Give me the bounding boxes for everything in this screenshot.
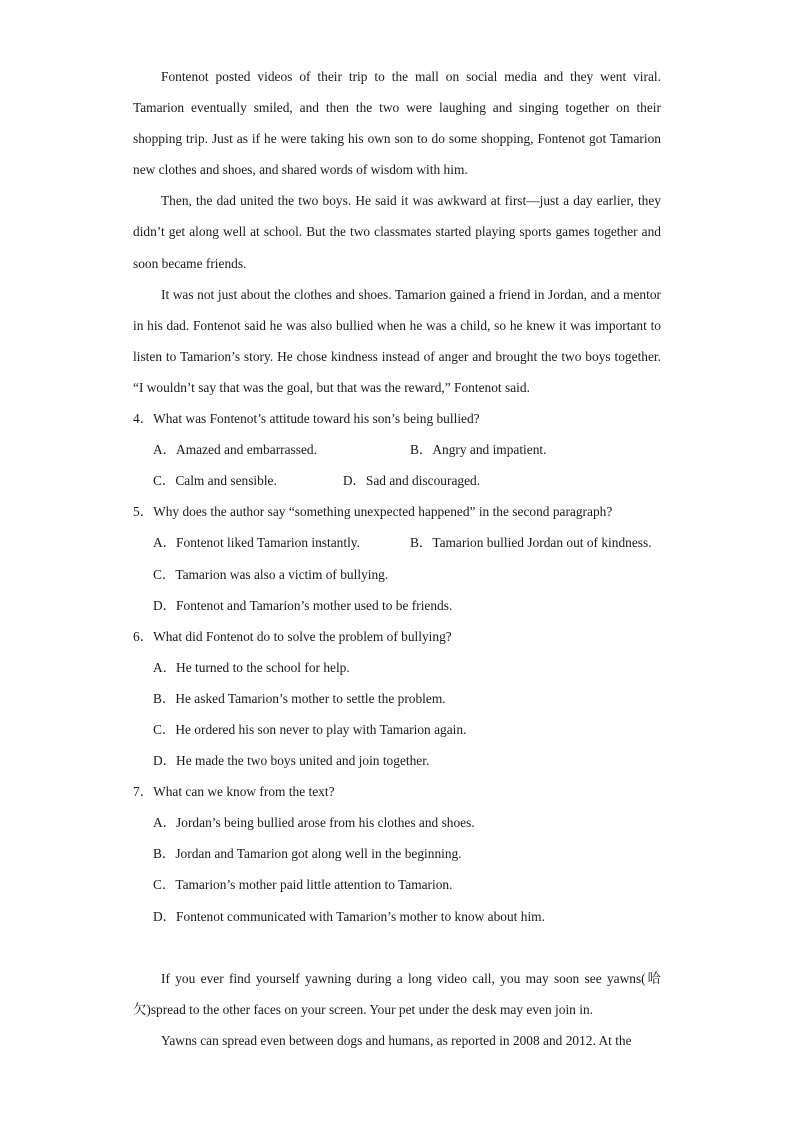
question-5 <box>133 496 661 620</box>
question-7-option-d[interactable]: D．Fontenot communicated with Tamarion’s mother to know about him. <box>153 908 545 924</box>
question-7 <box>133 776 661 931</box>
question-5-option-d[interactable]: D．Fontenot and Tamarion’s mother used to be friends. <box>153 597 453 613</box>
question-6-option-d[interactable]: D．He made the two boys united and join together. <box>153 753 430 769</box>
passage1-paragraph-2: Then, the dad united the two boys. He said it was awkward at first—just a day earlier, they didn’t get along well at school. But the two classmates started playing sports games together and soon became friends. <box>133 193 661 271</box>
passage1-paragraph-3: It was not just about the clothes and shoes. Tamarion gained a friend in Jordan, and a mentor in his dad. Fontenot said he was also bullied when he was a child, so he knew it was important to listen to Tamarion’s story. He chose kindness instead of anger and brought the two boys together. “I wouldn’t say that was the goal, but that was the reward,” Fontenot said. <box>133 286 661 395</box>
question-7-stem: 7．What can we know from the text? <box>133 784 335 800</box>
question-4-option-c[interactable]: C．Calm and sensible. <box>153 473 277 489</box>
question-6-option-c[interactable]: C．He ordered his son never to play with Tamarion again. <box>153 721 467 737</box>
question-7-option-c[interactable]: C．Tamarion’s mother paid little attention to Tamarion. <box>153 877 453 893</box>
question-4-options-line-1 <box>153 434 661 465</box>
passage1-paragraph-1: Fontenot posted videos of their trip to the mall on social media and they went viral. Tamarion eventually smiled, and then the two were laughing and singing together on their shopping trip. Just as if he were taking his own son to do some shopping, Fontenot got Tamarion new clothes and shoes, and shared words of wisdom with him. <box>133 69 661 178</box>
question-6-option-b[interactable]: B．He asked Tamarion’s mother to settle the problem. <box>153 690 446 706</box>
question-4-option-d[interactable]: D．Sad and discouraged. <box>342 473 481 489</box>
section-gap <box>133 932 661 963</box>
question-6 <box>133 621 661 776</box>
question-7-option-a[interactable]: A．Jordan’s being bullied arose from his clothes and shoes. <box>153 815 475 831</box>
question-6-option-a[interactable]: A．He turned to the school for help. <box>153 659 350 675</box>
question-4-options-line-2 <box>153 465 661 496</box>
question-5-options-row-2 <box>153 559 661 590</box>
question-4-option-b[interactable]: B．Angry and impatient. <box>410 442 547 458</box>
question-6-options-row-1 <box>153 652 661 683</box>
question-5-option-a[interactable]: A．Fontenot liked Tamarion instantly. <box>153 535 360 551</box>
question-4-stem: 4．What was Fontenot’s attitude toward his son’s being bullied? <box>133 411 480 427</box>
question-6-stem: 6．What did Fontenot do to solve the problem of bullying? <box>133 628 452 644</box>
question-4-option-a[interactable]: A．Amazed and embarrassed. <box>153 442 317 458</box>
document-page <box>133 61 661 1056</box>
passage2-paragraph-1: If you ever find yourself yawning during a long video call, you may soon see yawns(哈欠)spread to the other faces on your screen. Your pet under the desk may even join in. <box>133 970 661 1017</box>
question-5-option-b[interactable]: B．Tamarion bullied Jordan out of kindness. <box>410 535 652 551</box>
question-5-options-row-1 <box>153 527 661 558</box>
passage2-paragraph-2: Yawns can spread even between dogs and humans, as reported in 2008 and 2012. At the <box>161 1032 632 1048</box>
question-4 <box>133 403 661 496</box>
question-5-option-c[interactable]: C．Tamarion was also a victim of bullying. <box>153 566 389 582</box>
question-5-stem: 5．Why does the author say “something unexpected happened” in the second paragraph? <box>133 504 613 520</box>
question-7-option-b[interactable]: B．Jordan and Tamarion got along well in the beginning. <box>153 846 462 862</box>
